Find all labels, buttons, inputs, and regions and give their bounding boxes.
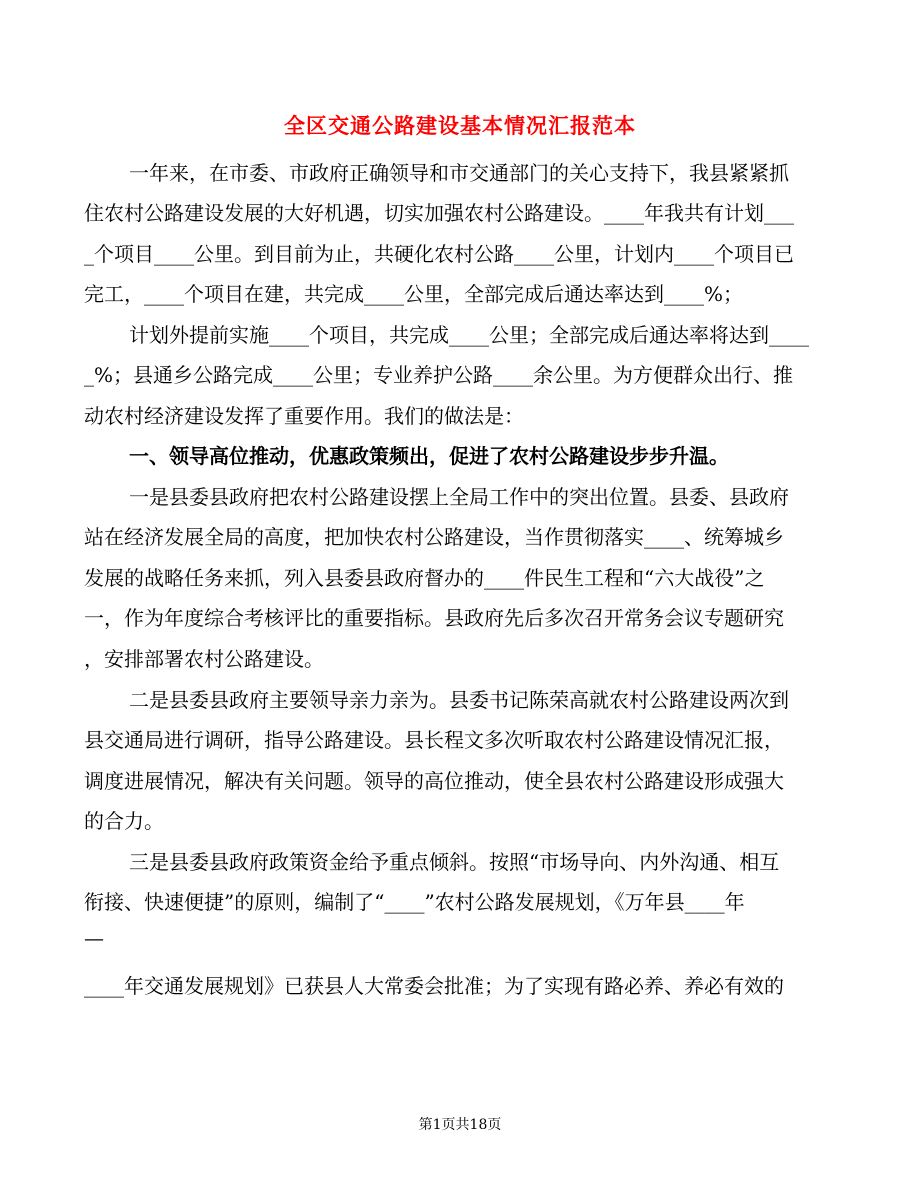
paragraph-line: 一年来，在市委、市政府正确领导和市交通部门的关心支持下，我县紧紧抓: [129, 161, 789, 185]
paragraph-line: 站在经济发展全局的高度，把加快农村公路建设，当作贯彻落实____、统筹城乡: [84, 525, 784, 549]
section-heading: 一、领导高位推动，优惠政策频出，促进了农村公路建设步步升温。: [129, 444, 729, 468]
paragraph-line: 二是县委县政府主要领导亲力亲为。县委书记陈荣高就农村公路建设两次到: [129, 688, 789, 712]
document-title: 全区交通公路建设基本情况汇报范本: [284, 114, 636, 138]
paragraph-line: 计划外提前实施____个项目，共完成____公里；全部完成后通达率将达到____: [129, 323, 809, 347]
paragraph-line: 调度进展情况，解决有关问题。领导的高位推动，使全县农村公路建设形成强大: [84, 769, 784, 793]
paragraph-line: 衔接、快速便捷”的原则，编制了“____”农村公路发展规划，《万年县____年: [84, 890, 745, 914]
paragraph-line: 三是县委县政府政策资金给予重点倾斜。按照“市场导向、内外沟通、相互: [129, 850, 780, 874]
paragraph-line: 一，作为年度综合考核评比的重要指标。县政府先后多次召开常务会议专题研究: [84, 606, 784, 630]
paragraph-line: ____年交通发展规划》已获县人大常委会批准；为了实现有路必养、养必有效的: [84, 974, 784, 998]
paragraph-line: _%；县通乡公路完成____公里；专业养护公路____余公里。为方便群众出行、推: [84, 363, 794, 387]
page-number: 第1页共18页: [418, 1117, 502, 1133]
paragraph-line: _个项目____公里。到目前为止，共硬化农村公路____公里，计划内____个项目已: [84, 242, 794, 266]
paragraph-line: ，安排部署农村公路建设。: [84, 647, 324, 671]
paragraph-line: 住农村公路建设发展的大好机遇，切实加强农村公路建设。____年我共有计划___: [84, 201, 794, 225]
paragraph-line: 动农村经济建设发挥了重要作用。我们的做法是：: [84, 404, 524, 428]
paragraph-line: 县交通局进行调研，指导公路建设。县长程文多次听取农村公路建设情况汇报，: [84, 728, 784, 752]
paragraph-line: 一是县委县政府把农村公路建设摆上全局工作中的突出位置。县委、县政府: [129, 485, 789, 509]
paragraph-line: 的合力。: [84, 809, 164, 833]
paragraph-line: —: [84, 926, 104, 950]
paragraph-line: 完工，____个项目在建，共完成____公里，全部完成后通达率达到____%；: [84, 282, 744, 306]
paragraph-line: 发展的战略任务来抓，列入县委县政府督办的____件民生工程和“六大战役”之: [84, 566, 765, 590]
